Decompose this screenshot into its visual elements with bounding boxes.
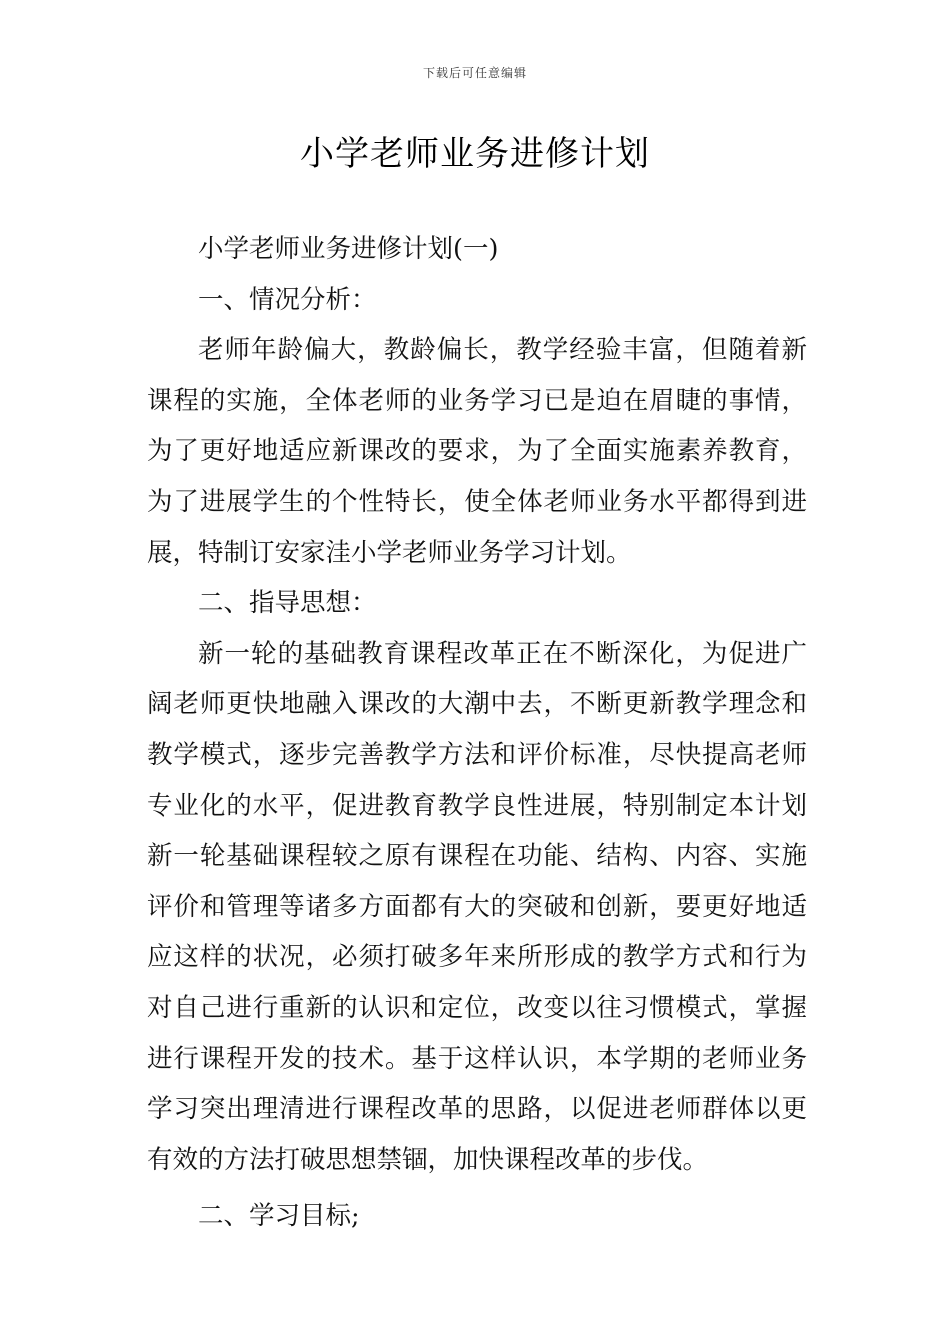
document-body <box>147 224 807 1242</box>
section-heading-guiding-thought: 二、指导思想： <box>198 588 377 619</box>
body-paragraph: 新一轮的基础教育课程改革正在不断深化，为促进广阔老师更快地融入课改的大潮中去，不断更新教学理念和教学模式，逐步完善教学方法和评价标准，尽快提高老师专业化的水平，促进教育教学良性进展，特别制定本计划新一轮基础课程较之原有课程在功能、结构、内容、实施评价和管理等诸多方面都有大的突破和创新，要更好地适应这样的状况，必须打破多年来所形成的教学方式和行为对自己进行重新的认识和定位，改变以往习惯模式，掌握进行课程开发的技术。基于这样认识，本学期的老师业务学习突出理清进行课程改革的思路，以促进老师群体以更有效的方法打破思想禁锢，加快课程改革的步伐。 <box>147 638 807 1175</box>
subtitle-paragraph: 小学老师业务进修计划(一) <box>198 234 499 264</box>
section-heading-situation: 一、情况分析： <box>198 284 377 315</box>
body-paragraph: 老师年龄偏大，教龄偏长，教学经验丰富，但随着新课程的实施，全体老师的业务学习已是迫在眉睫的事情，为了更好地适应新课改的要求，为了全面实施素养教育，为了进展学生的个性特长，使全体老师业务水平都得到进展，特制订安家洼小学老师业务学习计划。 <box>147 335 807 568</box>
header-note: 下载后可任意编辑 <box>422 66 527 80</box>
section-heading-learning-goals: 二、学习目标; <box>198 1201 360 1232</box>
document-title: 小学老师业务进修计划 <box>300 134 650 174</box>
